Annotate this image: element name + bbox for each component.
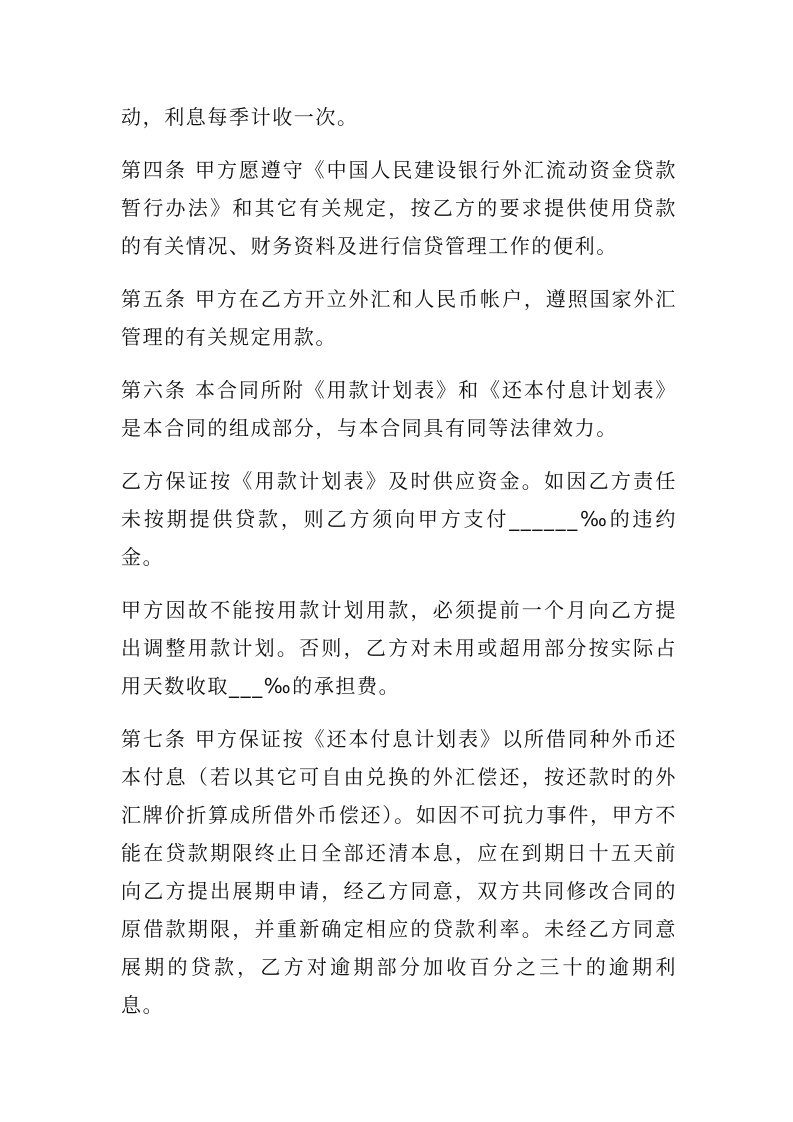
paragraph-usage-adjustment: 甲方因故不能按用款计划用款，必须提前一个月向乙方提出调整用款计划。否则，乙方对未用或超用部分按实际占用天数收取___‰的承担费。	[121, 598, 677, 698]
paragraph-article-5: 第五条 甲方在乙方开立外汇和人民币帐户，遵照国家外汇管理的有关规定用款。	[121, 287, 677, 349]
paragraph-article-7: 第七条 甲方保证按《还本付息计划表》以所借同种外币还本付息（若以其它可自由兑换的外汇偿还，按还款时的外汇牌价折算成所借外币偿还）。如因不可抗力事件，甲方不能在贷款期限终止日全部还清本息，应在到期日十五天前向乙方提出展期申请，经乙方同意，双方共同修改合同的原借款期限，并重新确定相应的贷款利率。未经乙方同意展期的贷款，乙方对逾期部分加收百分之三十的逾期利息。	[121, 727, 677, 1017]
document-body	[121, 98, 677, 1024]
paragraph-article-6: 第六条 本合同所附《用款计划表》和《还本付息计划表》是本合同的组成部分，与本合同具有同等法律效力。	[121, 378, 677, 440]
paragraph-interest-collection: 动，利息每季计收一次。	[121, 105, 359, 129]
paragraph-article-4: 第四条 甲方愿遵守《中国人民建设银行外汇流动资金贷款暂行办法》和其它有关规定，按乙方的要求提供使用贷款的有关情况、财务资料及进行信贷管理工作的便利。	[121, 158, 677, 258]
paragraph-supply-guarantee: 乙方保证按《用款计划表》及时供应资金。如因乙方责任未按期提供贷款，则乙方须向甲方支付______‰的违约金。	[121, 469, 677, 569]
